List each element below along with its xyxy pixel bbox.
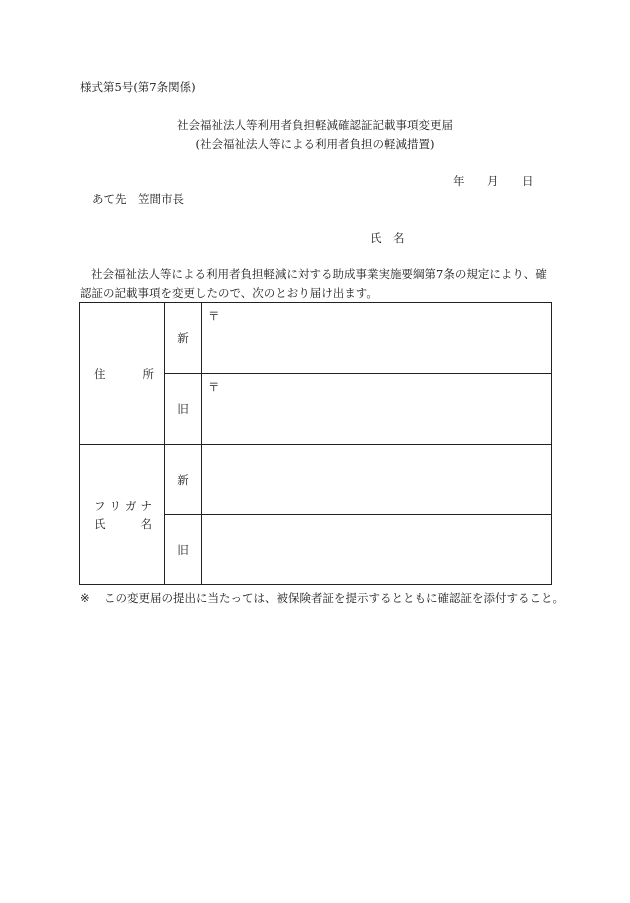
form-number: 様式第5号(第7条関係) [80, 80, 196, 94]
footnote [80, 589, 578, 608]
body-text: 社会福祉法人等による利用者負担軽減に対する助成事業実施要綱第7条の規定により、確認証の記載事項を変更したので、次のとおり届け出ます。 [80, 267, 547, 300]
name-new-label: 新 [165, 445, 202, 515]
name-category-cell [80, 445, 165, 585]
name-label: 氏 名 [94, 516, 152, 531]
address-label-1: 住 [94, 366, 106, 381]
name-old-label: 旧 [165, 515, 202, 585]
address-label-2: 所 [142, 366, 154, 381]
form-subtitle: (社会福祉法人等による利用者負担の軽減措置) [195, 137, 435, 151]
addressee: あて先 笠間市長 [92, 192, 184, 206]
name-new-field[interactable] [202, 445, 552, 515]
address-category-cell [80, 303, 165, 445]
furigana-label: フ リ ガ ナ [94, 498, 152, 513]
table-row-address-new [80, 303, 552, 374]
address-new-field[interactable] [202, 303, 552, 374]
name-old-field[interactable] [202, 515, 552, 585]
date-month-label: 月 [487, 174, 499, 188]
date-year-label: 年 [453, 174, 465, 188]
change-table [79, 302, 552, 585]
date-day-label: 日 [522, 174, 534, 188]
applicant-name-label: 氏 名 [370, 231, 405, 245]
address-old-label: 旧 [165, 374, 202, 445]
form-title: 社会福祉法人等利用者負担軽減確認証記載事項変更届 [177, 118, 453, 132]
table-row-name-new [80, 445, 552, 515]
address-new-label: 新 [165, 303, 202, 374]
note-mark: ※ [80, 591, 90, 605]
note-text: この変更届の提出に当たっては、被保険者証を提示するとともに確認証を添付すること。 [104, 591, 564, 605]
address-old-field[interactable] [202, 374, 552, 445]
postal-mark: 〒 [208, 380, 220, 394]
postal-mark: 〒 [208, 309, 220, 323]
